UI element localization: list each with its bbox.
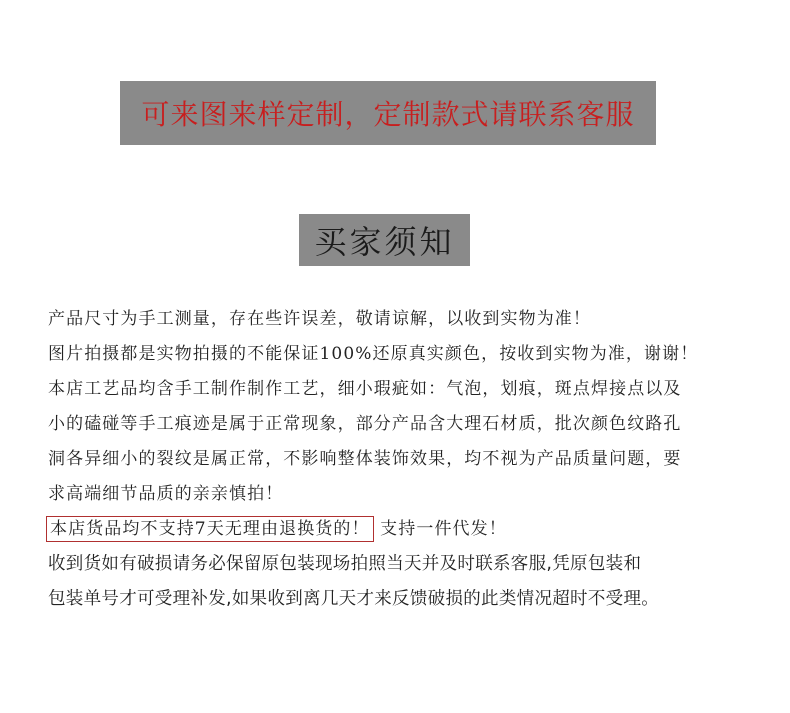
notice-body xyxy=(48,302,758,617)
buyer-notice-title-text: 买家须知 xyxy=(314,223,455,261)
no-return-policy-box: 本店货品均不支持7天无理由退换货的！ xyxy=(46,516,374,542)
notice-line: 小的磕碰等手工痕迹是属于正常现象，部分产品含大理石材质，批次颜色纹路孔 xyxy=(48,414,682,434)
return-policy-line xyxy=(48,512,758,547)
notice-line: 本店工艺品均含手工制作制作工艺，细小瑕疵如：气泡，划痕，斑点焊接点以及 xyxy=(48,379,682,399)
buyer-notice-title xyxy=(299,214,470,266)
notice-line: 产品尺寸为手工测量，存在些许误差，敬请谅解，以收到实物为准！ xyxy=(48,309,591,329)
dropship-text: 支持一件代发！ xyxy=(380,519,507,539)
banner-text: 可来图来样定制，定制款式请联系客服 xyxy=(141,98,635,131)
custom-order-banner xyxy=(120,81,656,145)
damage-policy-line: 包装单号才可受理补发,如果收到离几天才来反馈破损的此类情况超时不受理。 xyxy=(48,589,660,609)
notice-line: 图片拍摄都是实物拍摄的不能保证100%还原真实颜色，按收到实物为准，谢谢！ xyxy=(48,344,699,364)
damage-policy-line: 收到货如有破损请务必保留原包装现场拍照当天并及时联系客服,凭原包装和 xyxy=(48,554,642,574)
notice-line: 洞各异细小的裂纹是属正常，不影响整体装饰效果，均不视为产品质量问题，要 xyxy=(48,449,682,469)
notice-line: 求高端细节品质的亲亲慎拍！ xyxy=(48,484,284,504)
